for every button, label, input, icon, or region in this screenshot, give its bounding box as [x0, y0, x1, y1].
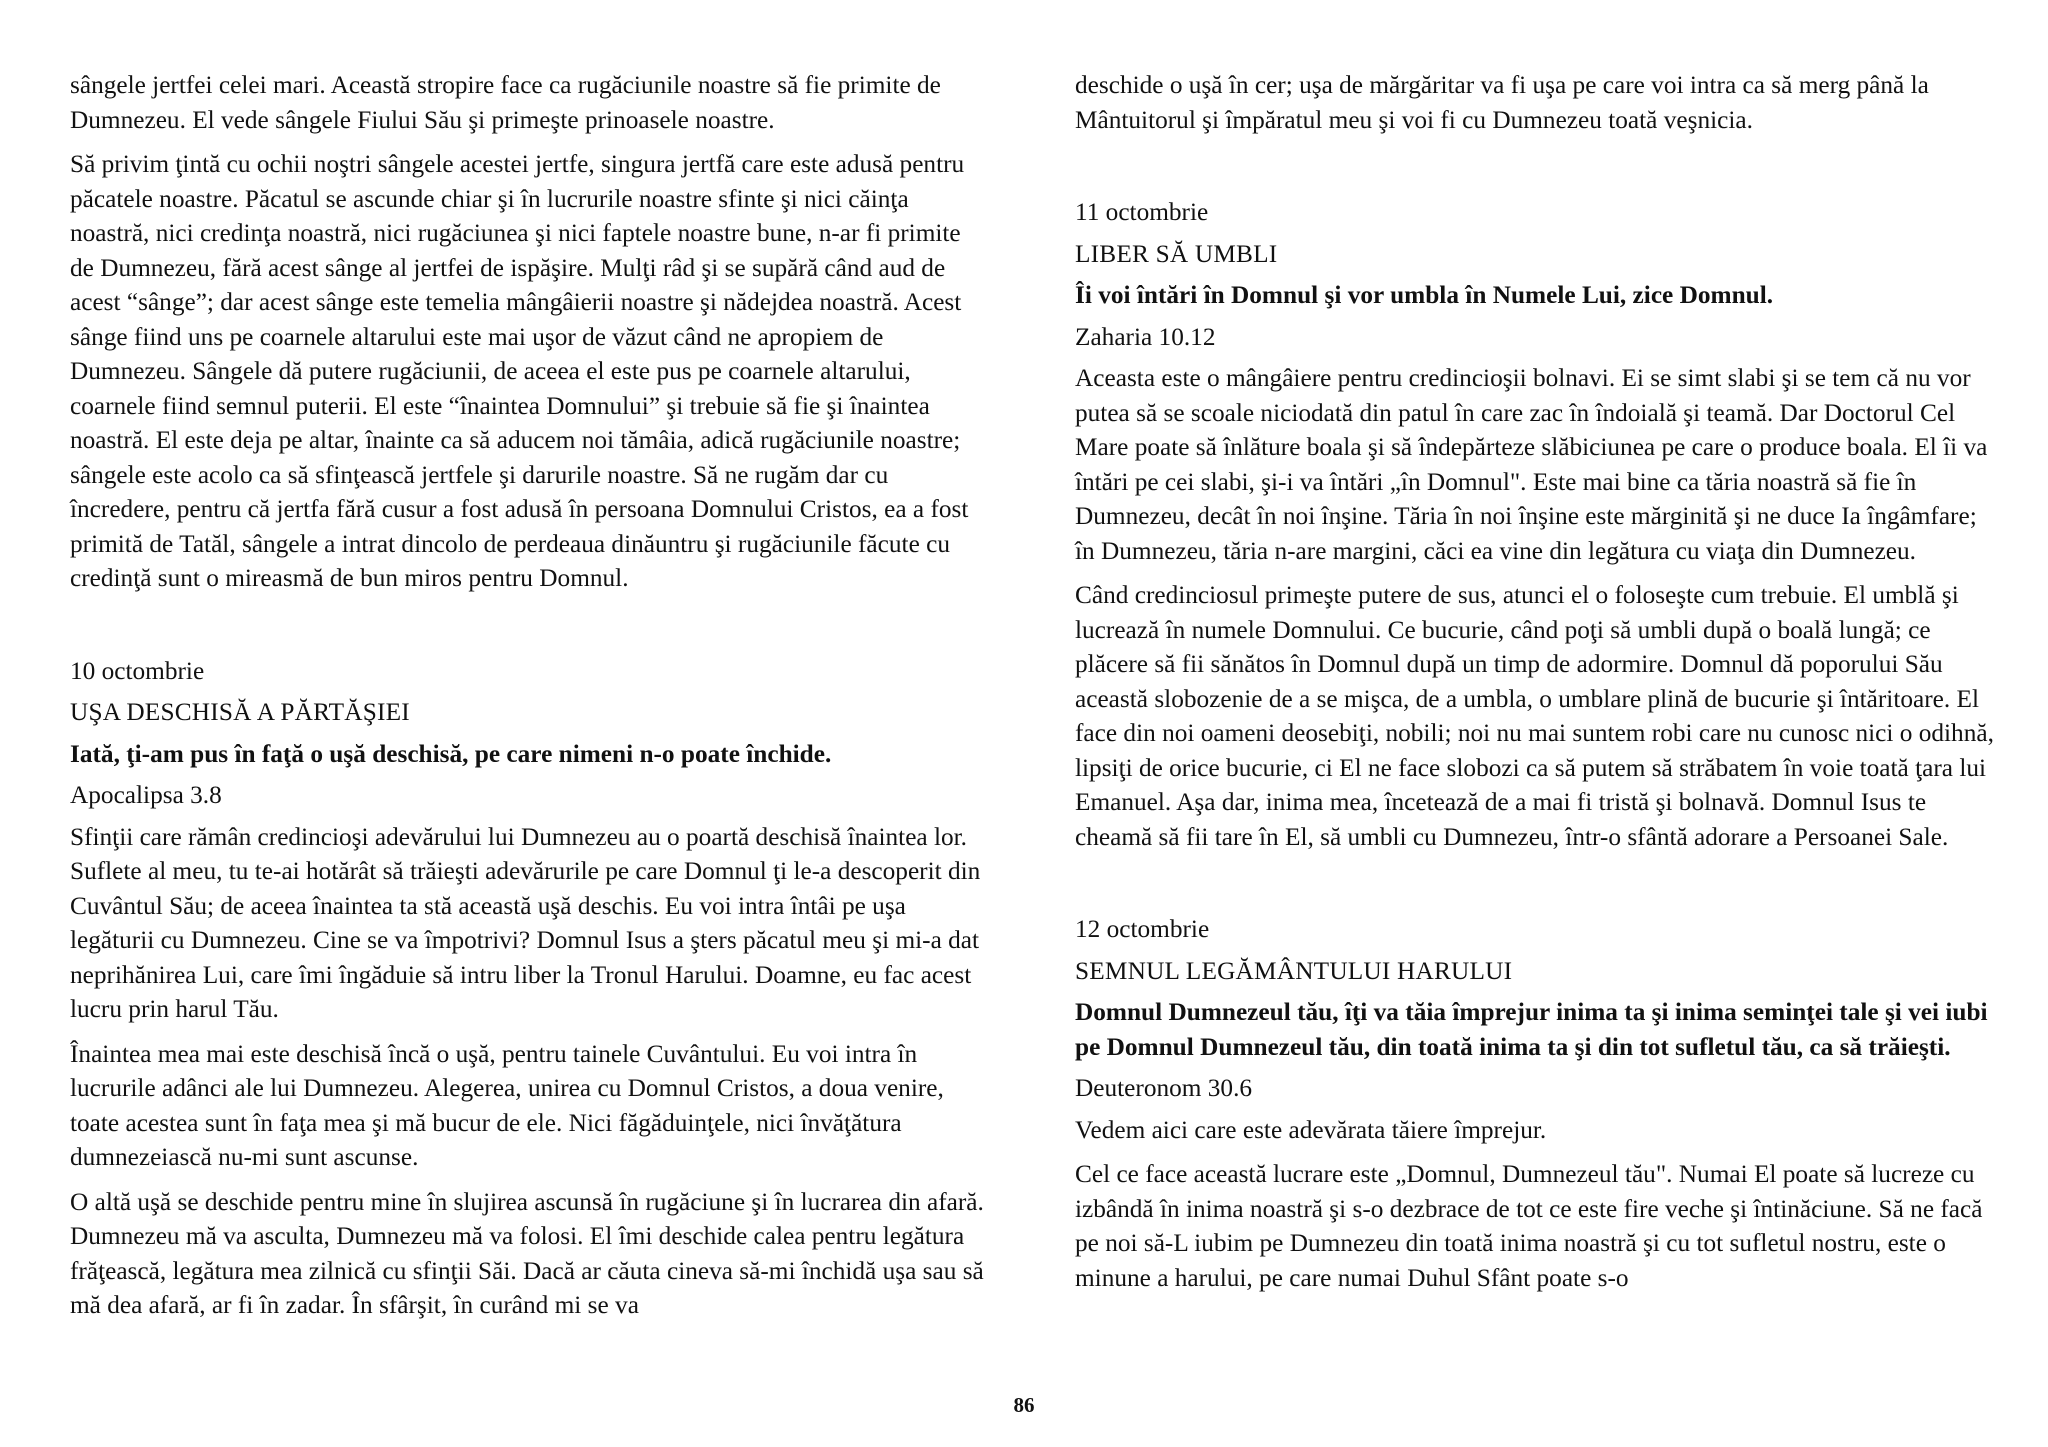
entry-spacer	[70, 606, 990, 654]
entry-reference: Apocalipsa 3.8	[70, 781, 222, 809]
entry-12-octombrie	[1075, 912, 1995, 1295]
left-column	[70, 68, 990, 1333]
entry-title: SEMNUL LEGĂMÂNTULUI HARULUI	[1075, 956, 1513, 985]
entry-paragraph: O altă uşă se deschide pentru mine în slujirea ascunsă în rugăciune şi în lucrarea din afară. Dumnezeu mă va asculta, Dumnezeu mă va folosi. El îmi deschide calea pentru legătura frăţească, legătura mea zilnică cu sfinţii Săi. Dacă ar căuta cineva să-mi închidă uşa sau să mă dea afară, ar fi în zadar. În sfârşit, în curând mi se va	[70, 1187, 984, 1319]
entry-paragraph: Vedem aici care este adevărata tăiere împrejur.	[1075, 1115, 1547, 1144]
entry-date: 10 octombrie	[70, 656, 205, 685]
entry-spacer	[1075, 147, 1995, 195]
entry-verse: Îi voi întări în Domnul şi vor umbla în Numele Lui, zice Domnul.	[1075, 281, 1774, 309]
entry-date: 11 octombrie	[1075, 198, 1209, 226]
entry-reference: Zaharia 10.12	[1075, 322, 1216, 351]
page-number: 86	[1013, 1393, 1035, 1417]
intro-paragraph: Să privim ţintă cu ochii noştri sângele acestei jertfe, singura jertfă care este adusă pentru păcatele noastre. Păcatul se ascunde chiar şi în lucrurile noastre sfinte şi nici căinţa noastră, nici credinţa noastră, nici rugăciunea şi nici faptele noastre bune, n-ar fi primite de Dumnezeu, fără acest sânge al jertfei de ispăşire. Mulţi râd şi se supără când aud de acest “sânge”; dar acest sânge este temelia mângâierii noastre şi nădejdea noastră. Acest sânge fiind uns pe coarnele altarului este mai uşor de văzut când ne apropiem de Dumnezeu. Sângele dă putere rugăciunii, de aceea el este pus pe coarnele altarului, coarnele fiind semnul puterii. El este “înaintea Domnului” şi trebuie să fie şi înaintea noastră. El este deja pe altar, înainte ca să aducem noi tămâia, adică rugăciunile noastre; sângele este acolo ca să sfinţească jertfele şi darurile noastre. Să ne rugăm dar cu încredere, pentru că jertfa fără cusur a fost adusă în persoana Domnului Cristos, ea a fost primită de Tatăl, sângele a intrat dincolo de perdeaua dinăuntru şi rugăciunile făcute cu credinţă sunt o mireasmă de bun miros pentru Domnul.	[70, 150, 969, 592]
entry-reference: Deuteronom 30.6	[1075, 1074, 1253, 1102]
entry-paragraph: Cel ce face această lucrare este „Domnul, Dumnezeul tău". Numai El poate să lucreze cu izbândă în inima noastră şi s-o dezbrace de tot ce este fire veche şi întinăciune. Să ne facă pe noi să-L iubim pe Dumnezeu din toată inima noastră şi cu tot sufletul nostru, este o minune a harului, pe care numai Duhul Sfânt poate s-o	[1075, 1160, 1983, 1292]
intro-paragraph: sângele jertfei celei mari. Această stropire face ca rugăciunile noastre să fie primite de Dumnezeu. El vede sângele Fiului Său şi primeşte prinoasele noastre.	[70, 71, 941, 134]
continuation-paragraph: deschide o uşă în cer; uşa de mărgăritar va fi uşa pe care voi intra ca să merg până la Mântuitorul şi împăratul meu şi voi fi cu Dumnezeu toată veşnicia.	[1075, 71, 1929, 134]
entry-title: LIBER SĂ UMBLI	[1075, 239, 1278, 268]
right-column	[1075, 68, 1995, 1305]
entry-paragraph: Aceasta este o mângâiere pentru credincioşii bolnavi. Ei se simt slabi şi se tem că nu vor putea să se scoale niciodată din patul în care zac în îndoială şi teamă. Dar Doctorul Cel Mare poate să înlăture boala şi să îndepărteze slăbiciunea pe care o produce boala. El îi va întări pe cei slabi, şi-i va întări „în Domnul". Este mai bine ca tăria noastră să fie în Dumnezeu, decât în noi înşine. Tăria în noi înşine este mărginită şi ne duce Ia îngâmfare; în Dumnezeu, tăria n-are margini, căci ea vine din legătura cu viaţa din Dumnezeu.	[1075, 364, 1988, 565]
entry-paragraph: Înaintea mea mai este deschisă încă o uşă, pentru tainele Cuvântului. Eu voi intra în lucrurile adânci ale lui Dumnezeu. Alegerea, unirea cu Domnul Cristos, a doua venire, toate acestea sunt în faţa mea şi mă bucur de ele. Nici făgăduinţele, nici învăţătura dumnezeiască nu-mi sunt ascunse.	[70, 1039, 944, 1171]
entry-paragraph: Când credinciosul primeşte putere de sus, atunci el o foloseşte cum trebuie. El umblă şi lucrează în numele Domnului. Ce bucurie, când poţi să umbli după o boală lungă; ce plăcere să fii sănătos în Domnul după un timp de adormire. Domnul dă poporului Său această slobozenie de a se mişca, de a umbla, o umblare plină de bucurie şi întăritoare. El face din noi oameni deosebiţi, nobili; noi nu mai suntem robi care nu cunosc nici o odihnă, lipsiţi de orice bucurie, ci El ne face slobozi ca să putem să străbatem în voie toată ţara lui Emanuel. Aşa dar, inima mea, încetează de a mai fi tristă şi bolnavă. Domnul Isus te cheamă să fii tare în El, să umbli cu Dumnezeu, într-o sfântă adorare a Persoanei Sale.	[1075, 581, 1994, 851]
entry-title: UŞA DESCHISĂ A PĂRTĂŞIEI	[70, 698, 410, 726]
entry-11-octombrie	[1075, 195, 1995, 854]
entry-verse: Domnul Dumnezeul tău, îţi va tăia împrejur inima ta şi inima seminţei tale şi vei iubi pe Domnul Dumnezeul tău, din toată inima ta şi din tot sufletul tău, ca să trăieşti.	[1075, 998, 1988, 1061]
entry-verse: Iată, ţi-am pus în faţă o uşă deschisă, pe care nimeni n-o poate închide.	[70, 739, 832, 768]
entry-paragraph: Sfinţii care rămân credincioşi adevărului lui Dumnezeu au o poartă deschisă înaintea lor. Suflete al meu, tu te-ai hotărât să trăieşti adevărurile pe care Domnul ţi le-a descoperit din Cuvântul Său; de aceea înaintea ta stă această uşă deschis. Eu voi intra întâi pe uşa legăturii cu Dumnezeu. Cine se va împotrivi? Domnul Isus a şters păcatul meu şi mi-a dat neprihănirea Lui, care îmi îngăduie să intru liber la Tronul Harului. Doamne, eu fac acest lucru prin harul Tău.	[70, 822, 981, 1023]
entry-date: 12 octombrie	[1075, 915, 1210, 943]
entry-10-octombrie	[70, 654, 990, 1323]
entry-spacer	[1075, 864, 1995, 912]
